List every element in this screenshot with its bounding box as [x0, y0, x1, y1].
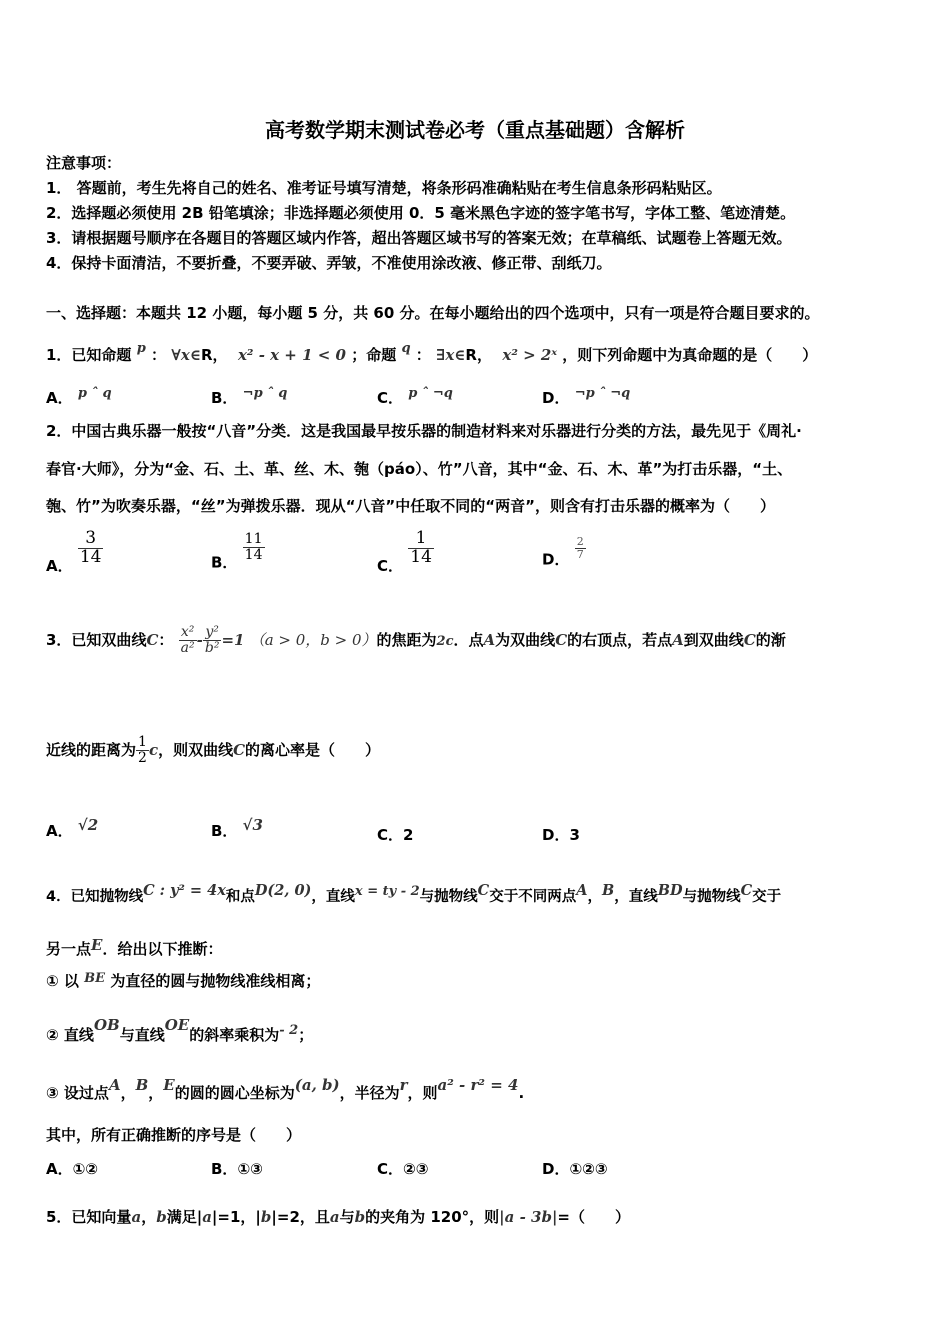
option-a: A． $\frac{3}{14}$ — [46, 528, 102, 575]
option-a: A． √2 — [46, 816, 99, 840]
question-5: 5．已知向量a，b满足|a|=1，|b|=2，且a与b的夹角为 120°，则|a - 3b|=（ ） — [46, 1208, 630, 1226]
math-ineq2: x² > 2ˣ — [502, 346, 558, 364]
math-forall: ∀x∈ — [171, 346, 201, 364]
math-p: p — [136, 341, 146, 356]
math-ineq1: x² - x + 1 < 0 — [237, 346, 346, 364]
question-3: 3．已知双曲线C： $\frac{\text{x²}}{\text{a²}}$ - $\frac{\text{y²}}{\text{b²}}$ =1 （a > 0，b > 0）的焦距为2c．点A为双曲线C的右顶点，若点A到双曲线C的渐 — [46, 624, 786, 656]
question-2-line: 2．中国古典乐器一般按“八音”分类．这是我国最早按乐器的制造材料来对乐器进行分类的方法，最先见于《周礼· — [46, 422, 802, 440]
option-b: B．①③ — [211, 1160, 263, 1178]
question-4-line2: 另一点E．给出以下推断： — [46, 936, 223, 958]
inference-2: ② 直线OB与直线OE的斜率乘积为- 2； — [46, 1016, 314, 1044]
option-b: B． √3 — [211, 816, 263, 840]
option-a: A． p ˆ q — [46, 386, 112, 407]
option-d: D． ¬p ˆ ¬q — [542, 386, 631, 407]
math-q: q — [401, 341, 411, 356]
question-4-ask: 其中，所有正确推断的序号是（ ） — [46, 1126, 302, 1144]
math-exists: ∃x∈ — [436, 346, 466, 364]
option-b: B． ¬p ˆ q — [211, 386, 288, 407]
section-heading: 一、选择题：本题共 12 小题，每小题 5 分，共 60 分。在每小题给出的四个选项中，只有一项是符合题目要求的。 — [46, 304, 820, 322]
option-b: B． $\frac{11}{14}$ — [211, 531, 263, 572]
inference-1: ① 以 BE 为直径的圆与抛物线准线相离； — [46, 971, 321, 990]
question-2-line: 春官·大师》，分为“金、石、土、革、丝、木、匏（páo）、竹”八音，其中“金、石、木、革”为打击乐器，“土、 — [46, 460, 793, 478]
notice-item: 2．选择题必须使用 2B 铅笔填涂；非选择题必须使用 0．5 毫米黑色字迹的签字笔书写，字体工整、笔迹清楚。 — [46, 204, 796, 222]
option-c: C． $\frac{1}{14}$ — [377, 528, 432, 575]
page-title: 高考数学期末测试卷必考（重点基础题）含解析 — [265, 118, 685, 142]
option-d: D．3 — [542, 826, 580, 844]
question-1: 1．已知命题 p ： ∀x∈R， x² - x + 1 < 0 ；命题 q ： ∃x∈R， x² > 2ˣ ，则下列命题中为真命题的是（ ） — [46, 341, 818, 364]
question-3-line2: 近线的距离为 $\frac{1}{2}$ c，则双曲线C的离心率是（ ） — [46, 734, 381, 766]
notice-item: 3．请根据题号顺序在各题目的答题区域内作答，超出答题区域书写的答案无效；在草稿纸、试题卷上答题无效。 — [46, 229, 792, 247]
option-c: C． p ˆ ¬q — [377, 386, 453, 407]
notice-item: 4．保持卡面清洁，不要折叠，不要弄破、弄皱，不准使用涂改液、修正带、刮纸刀。 — [46, 254, 612, 272]
question-4: 4．已知抛物线C : y² = 4x和点D(2, 0)，直线x = ty - 2与抛物线C交于不同两点A，B，直线BD与抛物线C交于 — [46, 882, 782, 905]
option-d: D．①②③ — [542, 1160, 608, 1178]
option-d: D． $\frac{2}{7}$ — [542, 535, 584, 569]
option-c: C．②③ — [377, 1160, 429, 1178]
inference-3: ③ 设过点A，B，E的圆的圆心坐标为(a, b)，半径为r，则a² - r² = 4. — [46, 1076, 525, 1102]
option-a: A．①② — [46, 1160, 99, 1178]
question-2-line: 匏、竹”为吹奏乐器，“丝”为弹拨乐器．现从“八音”中任取不同的“两音”，则含有打击乐器的概率为（ ） — [46, 497, 776, 515]
notice-heading: 注意事项： — [46, 154, 122, 172]
option-c: C．2 — [377, 826, 414, 844]
notice-item: 1． 答题前，考生先将自己的姓名、准考证号填写清楚，将条形码准确粘贴在考生信息条形码粘贴区。 — [46, 179, 722, 197]
math-abs-expr: |a - 3b| — [499, 1208, 558, 1226]
